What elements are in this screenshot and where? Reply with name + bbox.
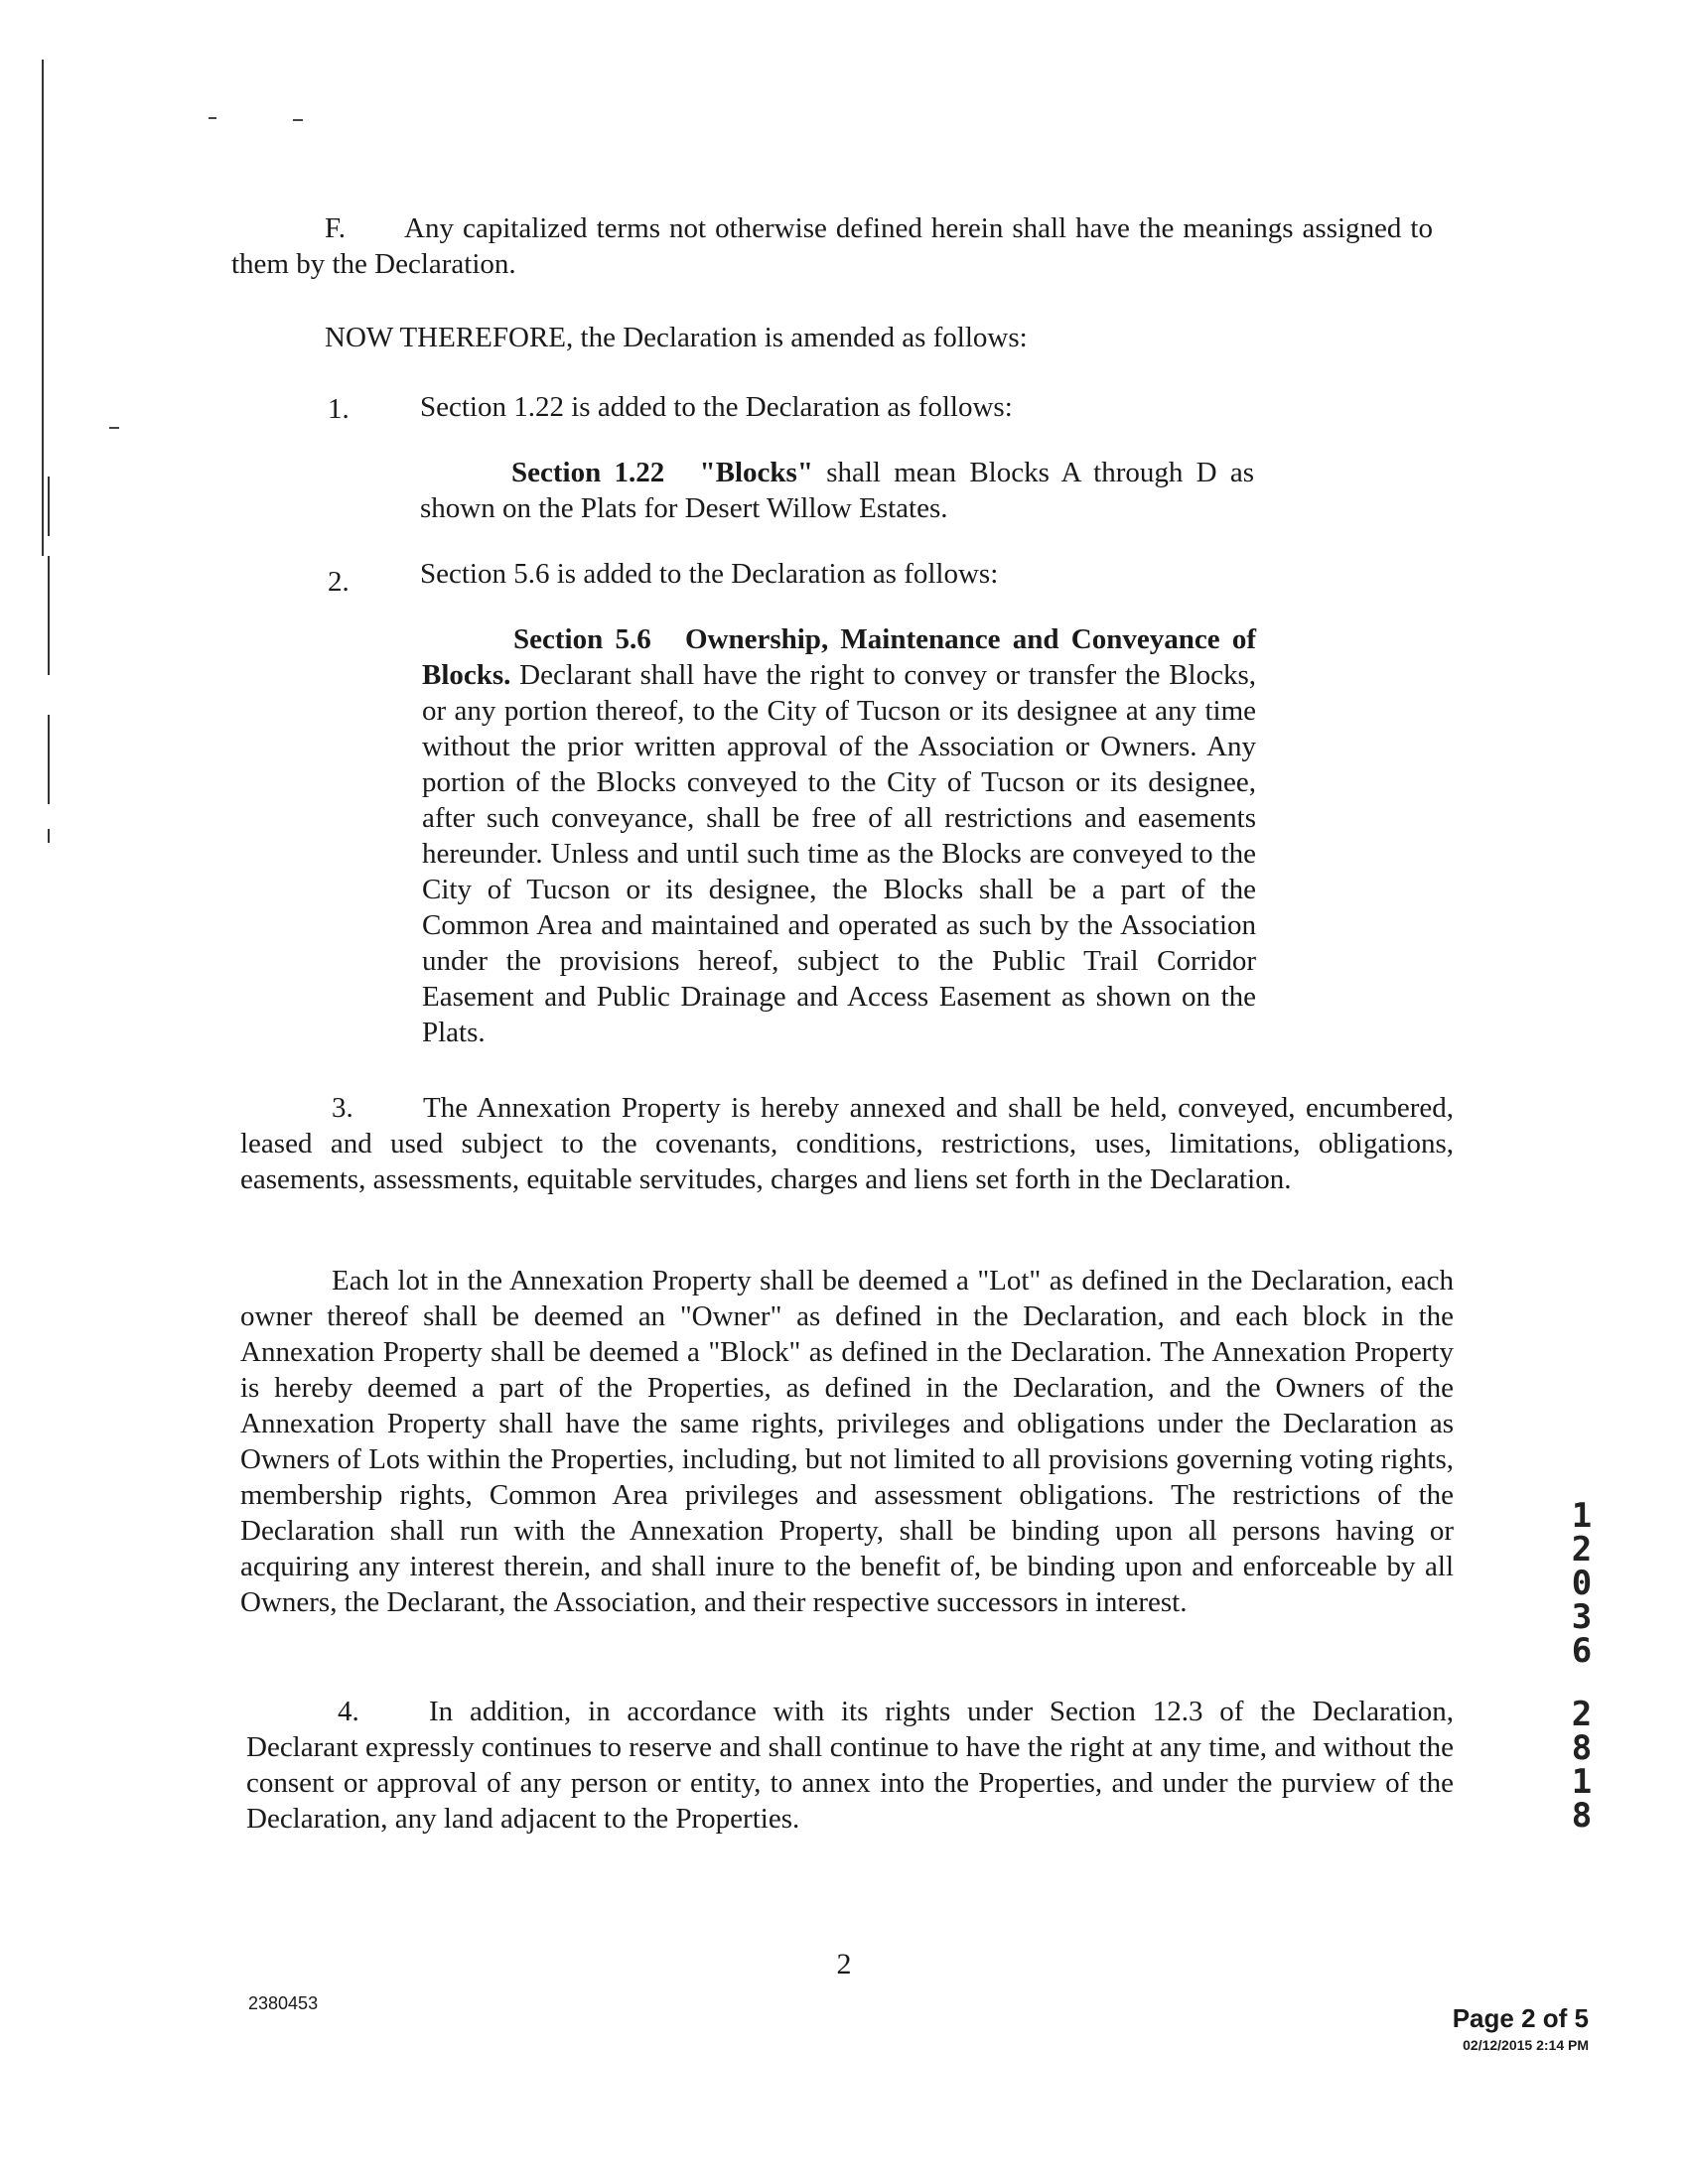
stamp-digit: 1	[1571, 1762, 1593, 1802]
item-number: 3.	[332, 1092, 353, 1124]
page-number: 2	[836, 1948, 852, 1980]
stamp-digit: 3	[1571, 1597, 1593, 1637]
scan-margin-line	[48, 556, 50, 675]
stamp-digit: 0	[1571, 1564, 1593, 1603]
paragraph-text: The Annexation Property is hereby annexed and shall be held, conveyed, encumbered, leased and used subject to the covenants, conditions, restrictions, uses, limitations, obligations, easements, assessments, equitable servitudes, charges and liens set forth in the Declaration.	[240, 1092, 1454, 1195]
page-count-label: Page 2 of 5	[1452, 2003, 1589, 2033]
document-id: 2380453	[248, 1993, 319, 2013]
scan-margin-line	[48, 477, 50, 536]
section-5-6	[422, 621, 1256, 1050]
paragraph-text: Any capitalized terms not otherwise defined herein shall have the meanings assigned to them by the Declaration.	[231, 212, 1433, 280]
scan-margin-line	[48, 715, 50, 804]
section-heading: Section 1.22	[511, 457, 665, 488]
stamp-digit: 2	[1571, 1695, 1593, 1734]
section-1-22	[420, 455, 1254, 526]
paragraph-each-lot: Each lot in the Annexation Property shall be deemed a "Lot" as defined in the Declaration, each owner thereof shall be deemed an "Owner" as defined in the Declaration, and each block in the Annexation Property shall be deemed a "Block" as defined in the Declaration. The Annexation Property is hereby deemed a part of the Properties, as defined in the Declaration, and the Owners of the Annexation Property shall have the same rights, privileges and obligations under the Declaration as Owners of Lots within the Properties, including, but not limited to all provisions governing voting rights, membership rights, Common Area privileges and assessment obligations. The restrictions of the Declaration shall run with the Annexation Property, shall be binding upon all persons having or acquiring any interest therein, and shall inure to the benefit of, be binding upon and enforceable by all Owners, the Declarant, the Association, and their respective successors in interest.	[240, 1265, 1454, 1618]
stamp-digit: 8	[1571, 1728, 1593, 1768]
section-text: shall mean Blocks A through D as shown on the Plats for Desert Willow Estates.	[420, 457, 1255, 524]
item-label: F.	[325, 212, 347, 244]
stamp-digit: 2	[1571, 1530, 1593, 1570]
stamp-digit: 1	[1571, 1496, 1593, 1536]
scan-mark	[109, 427, 119, 429]
stamp-digit: 8	[1571, 1796, 1593, 1836]
item-number: 1.	[328, 393, 350, 425]
item-text: Section 5.6 is added to the Declaration as follows:	[420, 558, 999, 590]
section-heading: Section 5.6	[513, 623, 651, 655]
paragraph-4	[246, 1694, 1454, 1837]
paragraph-3	[240, 1090, 1454, 1197]
scan-margin-line	[42, 60, 44, 556]
stamp-digit: 6	[1571, 1631, 1593, 1671]
item-number: 2.	[328, 566, 350, 598]
paragraph-f	[231, 210, 1433, 282]
section-text: Declarant shall have the right to convey or transfer the Blocks, or any portion thereof, to the City of Tucson or its designee at any time without the prior written approval of the Association or Owners. Any portion of the Blocks conveyed to the City of Tucson or its designee, after such conveyance, shall be free of all restrictions and easements hereunder. Unless and until such time as the Blocks are conveyed to the City of Tucson or its designee, the Blocks shall be a part of the Common Area and maintained and operated as such by the Association under the provisions hereof, subject to the Public Trail Corridor Easement and Public Drainage and Access Easement as shown on the Plats.	[422, 659, 1256, 1048]
paragraph-text: In addition, in accordance with its rights under Section 12.3 of the Declaration, Declarant expressly continues to reserve and shall continue to have the right at any time, and without the consent or approval of any person or entity, to annex into the Properties, and under the purview of the Declaration, any land adjacent to the Properties.	[246, 1696, 1454, 1835]
scan-mark	[293, 119, 303, 121]
now-therefore-line: NOW THEREFORE, the Declaration is amended as follows:	[325, 322, 1028, 353]
defined-term: "Blocks"	[699, 457, 813, 488]
recording-number-stamp	[1567, 1496, 1597, 1836]
item-text: Section 1.22 is added to the Declaration as follows:	[420, 391, 1013, 423]
section-title: Ownership, Maintenance and Conveyance of Blocks.	[422, 623, 1256, 691]
scan-mark	[209, 117, 216, 119]
item-number: 4.	[338, 1696, 359, 1727]
timestamp: 02/12/2015 2:14 PM	[1463, 2037, 1589, 2053]
scan-margin-line	[48, 829, 50, 843]
